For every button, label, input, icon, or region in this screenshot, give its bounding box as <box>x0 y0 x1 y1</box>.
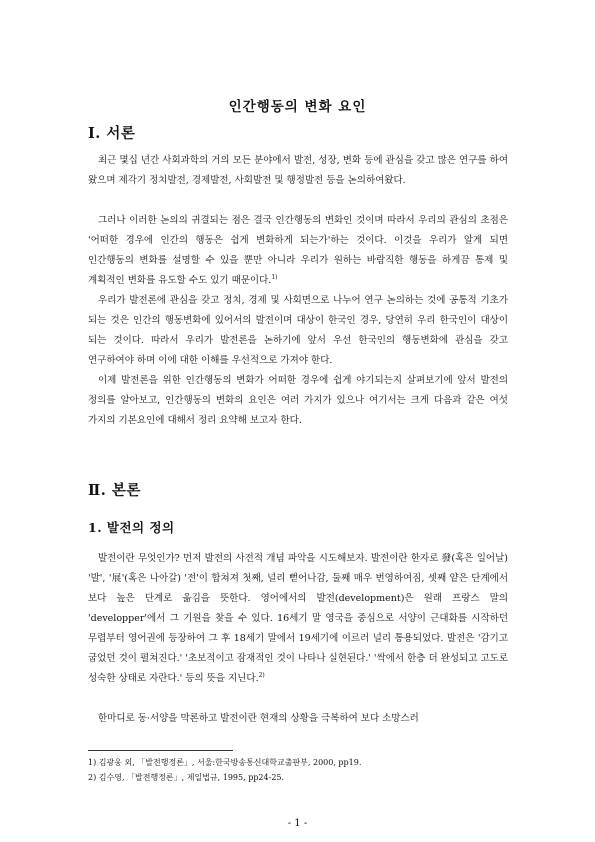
footnote-ref-2: 2) <box>258 671 265 679</box>
body-paragraph-2: 한마디로 동·서양을 막론하고 발전이란 현재의 상황을 극복하여 보다 소망스러 <box>98 713 419 724</box>
footnote-2: 2) 김수영, 「발전행정론」, 제일법규, 1995, pp24-25. <box>88 773 285 782</box>
intro-paragraph-4: 이제 발전론을 위한 인간행동의 변화가 어떠한 경우에 쉽게 야기되는지 살펴보기에 앞서 발전의 정의를 알아보고, 인간행동의 변화의 요인은 여러 가지가 있으나 여기서는 크게 다음과 같은 여섯 가지의 기본요인에 대해서 정리 요약해 보고자 한다. <box>88 375 508 426</box>
section-heading-body: Ⅱ. 본론 <box>88 482 141 499</box>
body-paragraph-1: 발전이란 무엇인가? 먼저 발전의 사전적 개념 파악을 시도해보자. 발전이란 한자로 發(혹은 일어날) '발', '展'(혹은 나아갈) '전'이 합쳐져 첫째, 널리 뻗어나감, 둘째 매우 번영하여짐, 셋째 얕은 단계에서 보다 높은 단계로 옮김을 뜻한다. 영어에서의 발전(development)은 원래 프랑스 말의 'developper'에서 그 기원을 찾을 수 있다. 16세기 말 영국을 중심으로 서양이 근대화를 시작하던 무렵부터 영어권에 등장하여 그 후 18세기 말에서 19세기에 이르러 널리 통용되었다. 발전은 '감기고 굽었던 것이 펼쳐진다.' '초보적이고 잠재적인 것이 나타나 실현된다.' '싹에서 한층 더 완성되고 고도로 성숙한 상태로 자란다.' 등의 뜻을 지닌다.$^{2)}$ <box>88 553 508 684</box>
footnote-1: 1) 김광웅 외, 「발전행정론」, 서울:한국방송통신대학교출판부, 2000, pp19. <box>88 758 362 767</box>
intro-paragraph-1: 최근 몇십 년간 사회과학의 거의 모든 분야에서 발전, 성장, 변화 등에 관심을 갖고 많은 연구를 하여 왔으며 제각기 정치발전, 경제발전, 사회발전 및 행정발전 등을 논의하여왔다. <box>88 155 508 186</box>
document-title: 인간행동의 변화 요인 <box>228 99 367 115</box>
subsection-heading-definition: 1. 발전의 정의 <box>88 520 175 535</box>
intro-paragraph-3: 우리가 발전론에 관심을 갖고 정치, 경제 및 사회면으로 나누어 연구 논의하는 것에 공통적 기초가 되는 것은 인간의 행동변화에 있어서의 발전이며 대상이 한국인 경우, 당연히 우리 한국인이 대상이 되는 것이다. 따라서 우리가 발전론을 논하기에 앞서 우선 한국인의 행동변화에 관심을 갖고 연구하여야 하며 이에 대한 이해를 우선적으로 가져야 한다. <box>88 295 508 366</box>
footnote-ref-1: 1) <box>271 273 278 281</box>
footnote-divider <box>88 750 233 751</box>
intro-paragraph-2: 그러나 이러한 논의의 귀결되는 점은 결국 인간행동의 변화인 것이며 따라서 우리의 관심의 초점은 '어떠한 경우에 인간의 행동은 쉽게 변화하게 되는가'하는 것이다. 이것을 우리가 알게 되면 인간행동의 변화를 설명할 수 있을 뿐만 아니라 우리가 원하는 바람직한 행동을 하게끔 통제 및 계획적인 변화를 유도할 수도 있기 때문이다.$^{1)}$ <box>88 215 508 286</box>
page-number: - 1 - <box>287 818 308 829</box>
section-heading-introduction: Ⅰ. 서론 <box>88 125 136 142</box>
